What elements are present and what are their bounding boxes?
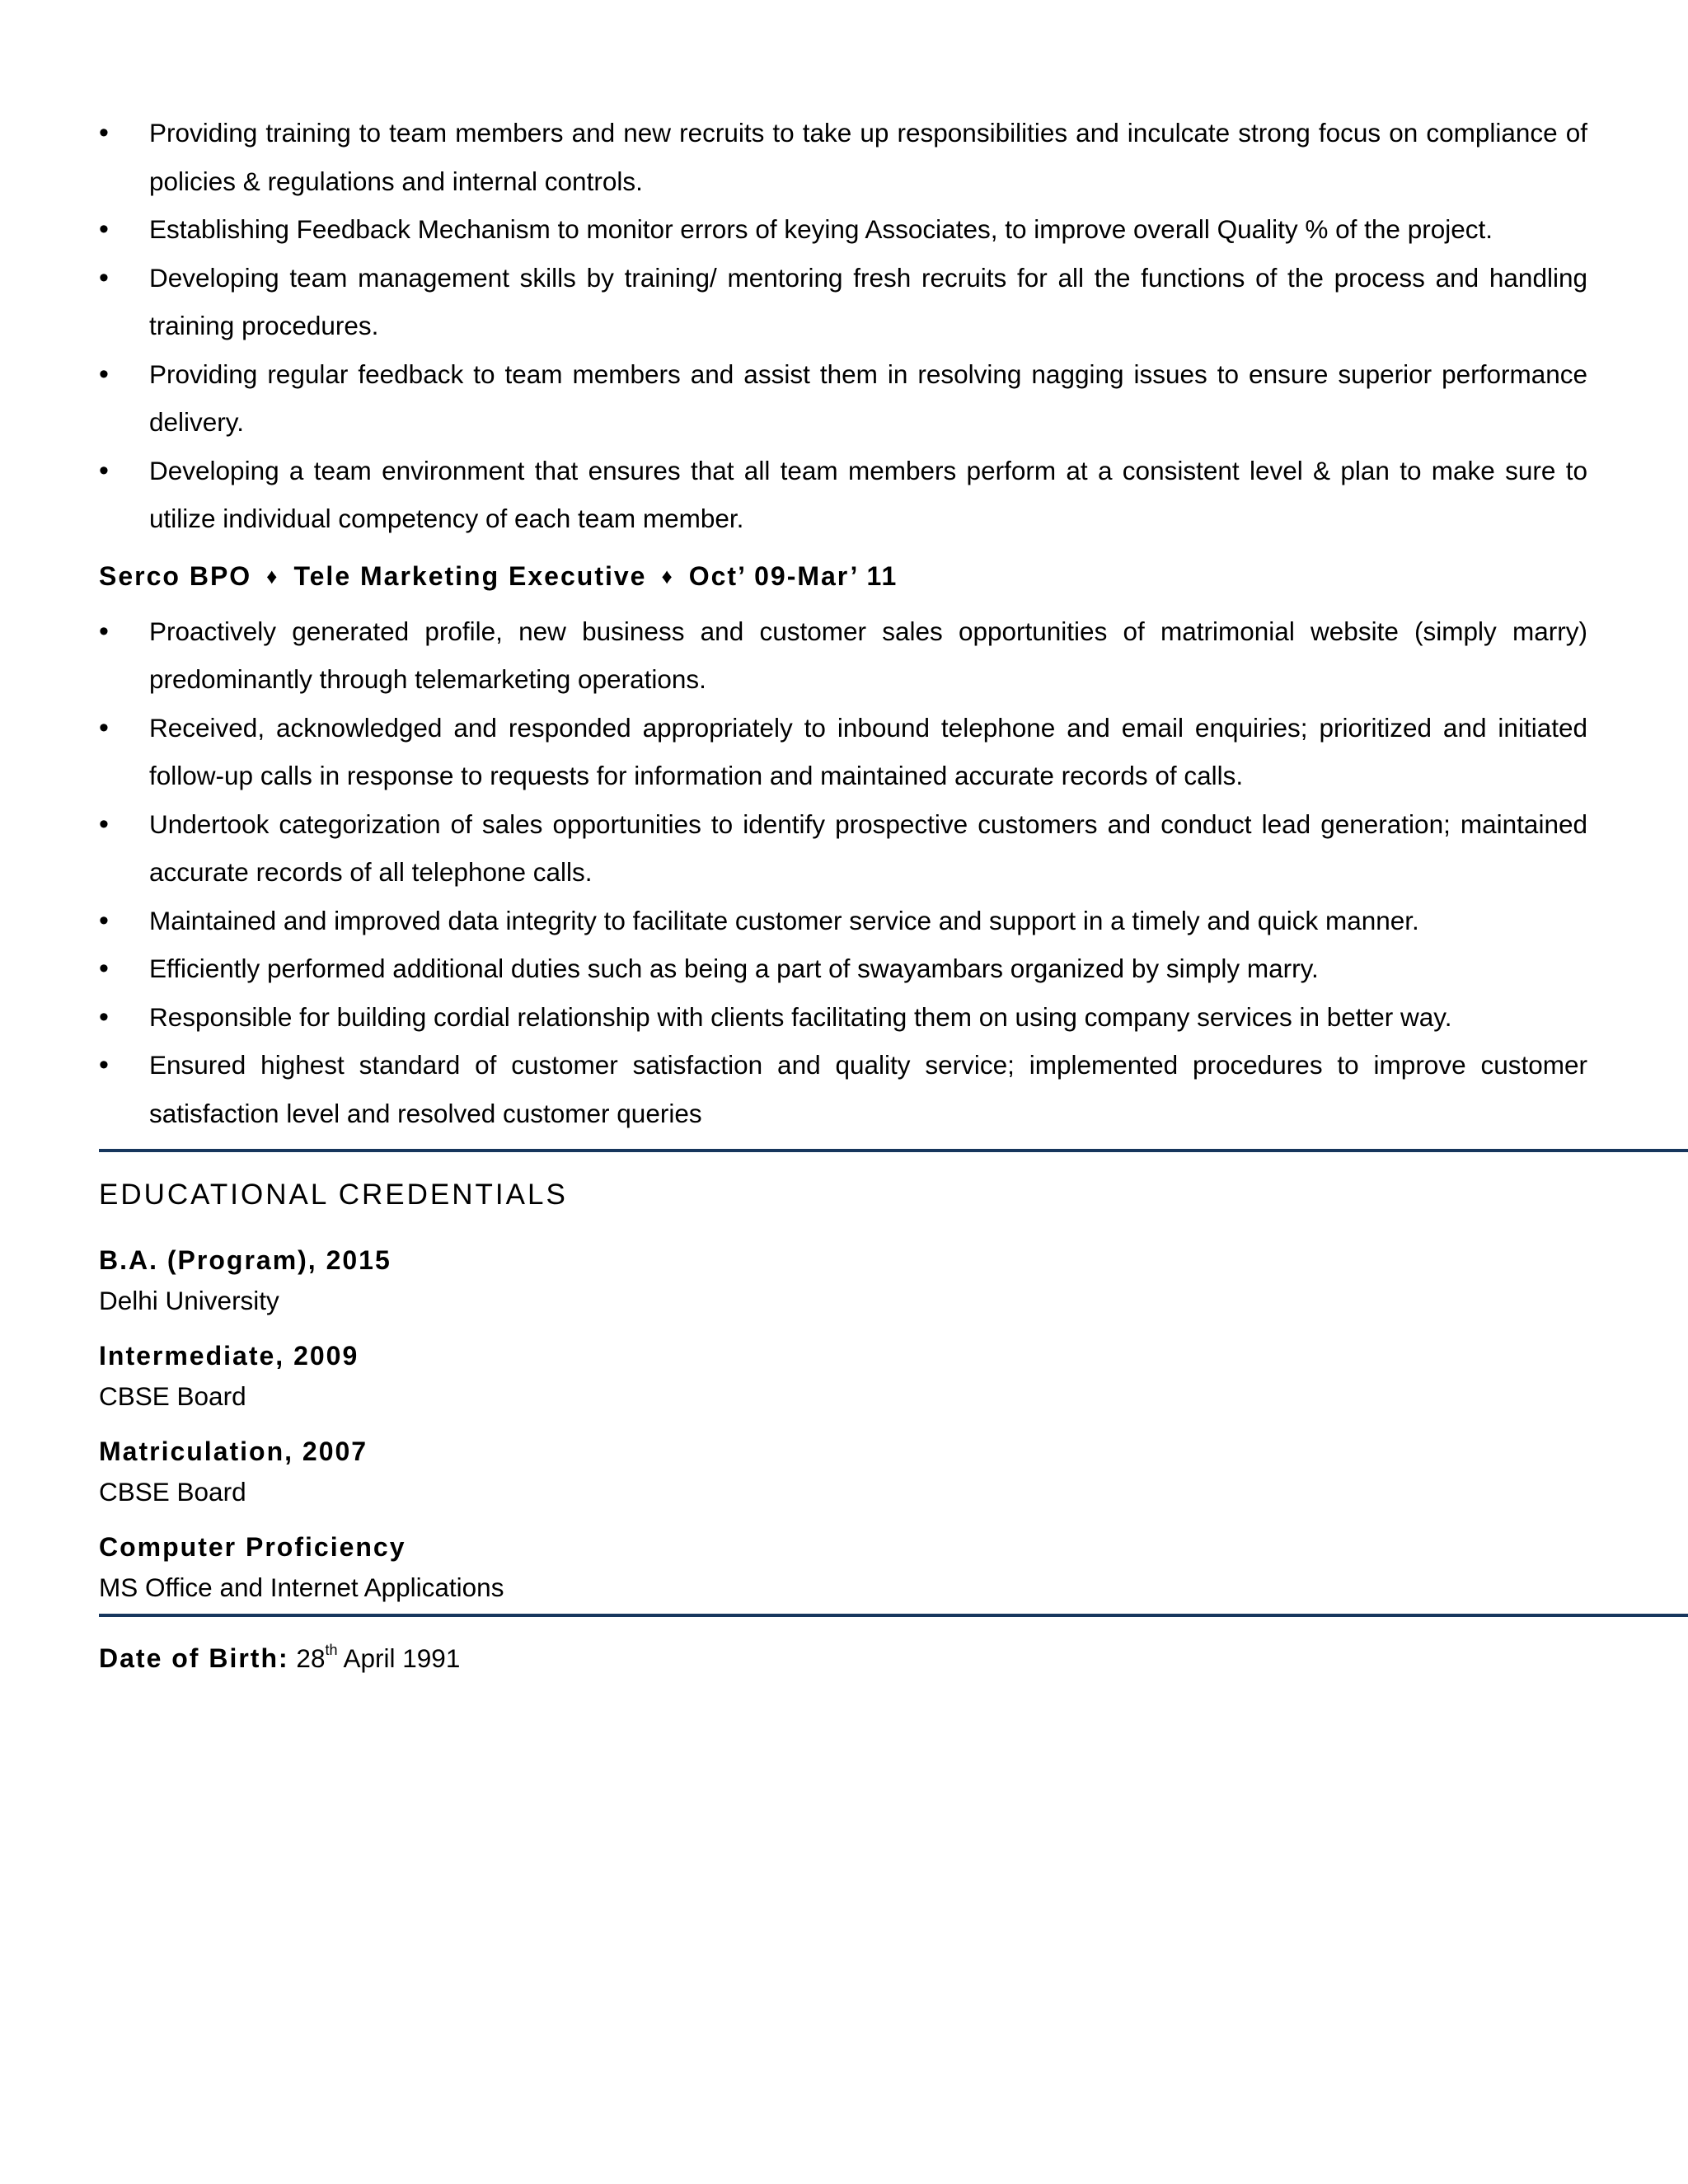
education-entry — [99, 1530, 1587, 1604]
bullet-text: Maintained and improved data integrity to facilitate customer service and support in a timely and quick manner. — [149, 905, 1419, 935]
education-entry-institution: MS Office and Internet Applications — [99, 1572, 504, 1602]
dob-rest: April 1991 — [343, 1643, 461, 1673]
education-entry-title: B.A. (Program), 2015 — [99, 1245, 392, 1275]
education-entry-institution: Delhi University — [99, 1286, 279, 1315]
diamond-icon: ♦ — [661, 563, 674, 588]
bullet-text: Undertook categorization of sales opportunities to identify prospective customers and conduct lead generation; maintained accurate records of all telephone calls. — [149, 808, 1587, 887]
list-item — [99, 1041, 1587, 1137]
bullet-text: Received, acknowledged and responded appropriately to inbound telephone and email enquiries; prioritized and initiated follow-up calls in response to requests for information and maintained accurate records of calls. — [149, 712, 1587, 790]
list-item — [99, 704, 1587, 800]
list-item — [99, 447, 1587, 543]
bullet-icon: • — [99, 358, 109, 390]
dob-suffix: th — [325, 1641, 338, 1658]
dob-label: Date of Birth: — [99, 1643, 289, 1673]
education-entry-title: Intermediate, 2009 — [99, 1341, 359, 1371]
list-item — [99, 607, 1587, 704]
bullet-icon: • — [99, 808, 109, 840]
job-title: Tele Marketing Executive — [293, 560, 647, 591]
education-entry-title: Matriculation, 2007 — [99, 1436, 368, 1466]
resume-page — [99, 109, 1587, 1676]
bullet-icon: • — [99, 117, 109, 148]
job-dates: Oct’ 09-Mar’ 11 — [688, 560, 898, 591]
section-divider — [99, 1614, 1688, 1617]
job-heading-serco — [99, 560, 1587, 594]
education-section-title: EDUCATIONAL CREDENTIALS — [99, 1179, 568, 1211]
list-item — [99, 350, 1587, 447]
education-entry — [99, 1243, 1587, 1317]
education-entry — [99, 1434, 1587, 1508]
bullet-icon: • — [99, 1001, 109, 1033]
list-item — [99, 205, 1587, 254]
experience-bullet-list-top — [99, 109, 1587, 543]
bullet-text: Proactively generated profile, new business and customer sales opportunities of matrimonial website (simply marry) predominantly through telemarketing operations. — [149, 616, 1587, 694]
bullet-icon: • — [99, 711, 109, 743]
resume-content — [99, 109, 1587, 1676]
education-entry-institution: CBSE Board — [99, 1381, 246, 1411]
bullet-text: Ensured highest standard of customer satisfaction and quality service; implemented procedures to improve customer satisfaction level and resolved customer queries — [149, 1050, 1587, 1128]
bullet-icon: • — [99, 213, 109, 245]
bullet-text: Providing regular feedback to team members and assist them in resolving nagging issues to ensure superior performance delivery. — [149, 359, 1587, 437]
education-entry-institution: CBSE Board — [99, 1477, 246, 1507]
bullet-icon: • — [99, 904, 109, 936]
bullet-icon: • — [99, 953, 109, 984]
list-item — [99, 897, 1587, 945]
bullet-icon: • — [99, 615, 109, 647]
bullet-text: Developing team management skills by training/ mentoring fresh recruits for all the functions of the process and handling training procedures. — [149, 262, 1587, 340]
experience-bullet-list-serco — [99, 607, 1587, 1138]
education-entry — [99, 1338, 1587, 1413]
list-item — [99, 109, 1587, 205]
education-entry-title: Computer Proficiency — [99, 1532, 406, 1562]
section-divider — [99, 1149, 1688, 1152]
list-item — [99, 993, 1587, 1042]
list-item — [99, 800, 1587, 897]
job-company: Serco BPO — [99, 560, 252, 591]
date-of-birth — [99, 1640, 1587, 1676]
bullet-text: Responsible for building cordial relationship with clients facilitating them on using company services in better way. — [149, 1001, 1452, 1032]
bullet-text: Efficiently performed additional duties such as being a part of swayambars organized by simply marry. — [149, 954, 1319, 983]
bullet-text: Providing training to team members and new recruits to take up responsibilities and inculcate strong focus on compliance of policies & regulations and internal controls. — [149, 118, 1587, 196]
bullet-icon: • — [99, 454, 109, 486]
list-item — [99, 254, 1587, 350]
bullet-icon: • — [99, 1049, 109, 1080]
bullet-text: Developing a team environment that ensures that all team members perform at a consistent level & plan to make sure to utilize individual competency of each team member. — [149, 455, 1587, 533]
list-item — [99, 944, 1587, 993]
bullet-text: Establishing Feedback Mechanism to monitor errors of keying Associates, to improve overall Quality % of the project. — [149, 214, 1493, 244]
dob-day: 28 — [296, 1643, 326, 1673]
bullet-icon: • — [99, 261, 109, 293]
diamond-icon: ♦ — [266, 563, 279, 588]
